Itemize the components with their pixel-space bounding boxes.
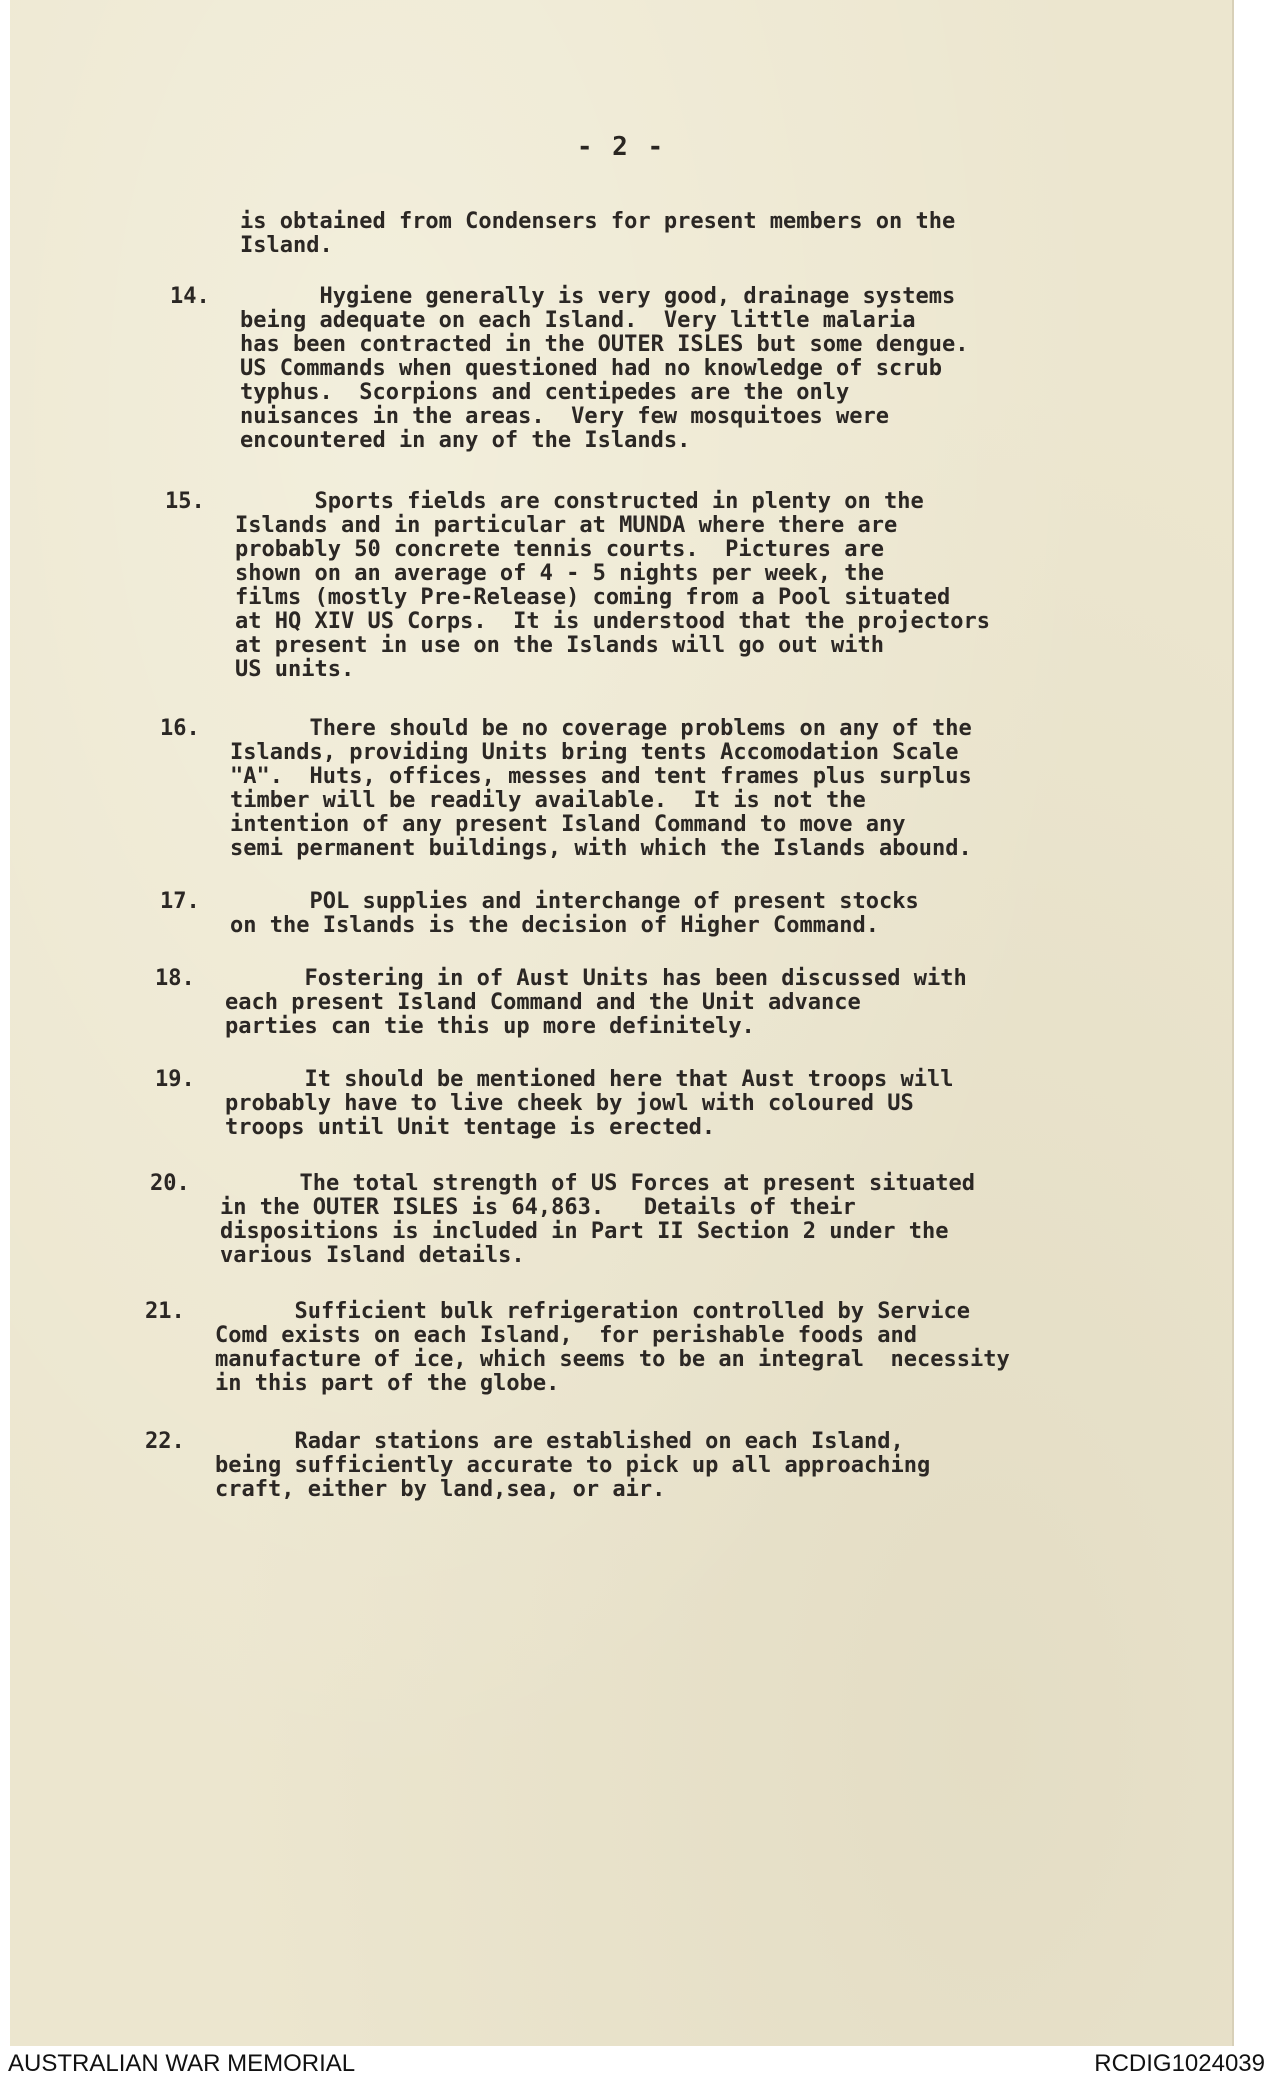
document-page: [10, 0, 1234, 2046]
text-line: Islands, providing Units bring tents Accomodation Scale: [230, 740, 959, 765]
text-line: films (mostly Pre-Release) coming from a Pool situated: [235, 585, 951, 610]
paragraph-15: [155, 490, 990, 682]
paragraph-22: [135, 1430, 930, 1502]
text-line: It should be mentioned here that Aust troops will: [225, 1067, 954, 1092]
text-line: typhus. Scorpions and centipedes are the only: [240, 380, 850, 405]
text-line: nuisances in the areas. Very few mosquitoes were: [240, 404, 890, 429]
text-line: semi permanent buildings, with which the Islands abound.: [230, 836, 972, 861]
paragraph-number: 19.: [155, 1067, 195, 1092]
paragraph-number: 21.: [145, 1299, 185, 1324]
paragraph-14: [160, 285, 968, 453]
text-line: encountered in any of the Islands.: [240, 428, 691, 453]
text-line: Hygiene generally is very good, drainage systems: [240, 284, 956, 309]
text-line: troops until Unit tentage is erected.: [225, 1115, 716, 1140]
text-line: Island.: [240, 233, 333, 258]
text-line: on the Islands is the decision of Higher Command.: [230, 913, 880, 938]
footer-bar: [0, 2046, 1277, 2081]
text-line: The total strength of US Forces at present situated: [220, 1171, 975, 1196]
continuation-text: [240, 210, 955, 258]
paragraph-18: [145, 967, 967, 1039]
text-line: at HQ XIV US Corps. It is understood that the projectors: [235, 609, 990, 634]
text-line: intention of any present Island Command to move any: [230, 812, 906, 837]
text-line: is obtained from Condensers for present members on the: [240, 209, 956, 234]
text-line: dispositions is included in Part II Section 2 under the: [220, 1219, 949, 1244]
paragraph-21: [135, 1300, 1010, 1396]
footer-reference-id: RCDIG1024039: [1094, 2050, 1265, 2077]
paragraph-20: [140, 1172, 975, 1268]
text-line: POL supplies and interchange of present stocks: [230, 889, 919, 914]
text-line: craft, either by land,sea, or air.: [215, 1477, 666, 1502]
text-line: manufacture of ice, which seems to be an integral necessity: [215, 1347, 1010, 1372]
text-line: various Island details.: [220, 1243, 525, 1268]
text-line: probably 50 concrete tennis courts. Pictures are: [235, 537, 885, 562]
paragraph-number: 16.: [160, 716, 200, 741]
paragraph-number: 22.: [145, 1429, 185, 1454]
text-line: Sufficient bulk refrigeration controlled by Service: [215, 1299, 970, 1324]
text-line: Sports fields are constructed in plenty on the: [235, 489, 924, 514]
text-line: US units.: [235, 657, 355, 682]
text-line: in this part of the globe.: [215, 1371, 560, 1396]
paragraph-16: [150, 717, 972, 861]
text-line: US Commands when questioned had no knowledge of scrub: [240, 356, 942, 381]
text-line: parties can tie this up more definitely.: [225, 1014, 755, 1039]
text-line: timber will be readily available. It is not the: [230, 788, 866, 813]
text-line: in the OUTER ISLES is 64,863. Details of their: [220, 1195, 856, 1220]
text-line: being adequate on each Island. Very little malaria: [240, 308, 916, 333]
paragraph-number: 18.: [155, 966, 195, 991]
paragraph-number: 14.: [170, 284, 210, 309]
text-line: probably have to live cheek by jowl with coloured US: [225, 1091, 914, 1116]
text-line: Radar stations are established on each Island,: [215, 1429, 904, 1454]
text-line: at present in use on the Islands will go out with: [235, 633, 885, 658]
paragraph-number: 15.: [165, 489, 205, 514]
paragraph-17: [150, 890, 919, 938]
paragraph-19: [145, 1068, 953, 1140]
text-line: shown on an average of 4 - 5 nights per week, the: [235, 561, 885, 586]
paragraph-number: 17.: [160, 889, 200, 914]
text-line: There should be no coverage problems on any of the: [230, 716, 972, 741]
text-line: "A". Huts, offices, messes and tent frames plus surplus: [230, 764, 972, 789]
page-number: - 2 -: [576, 132, 666, 162]
footer-source: AUSTRALIAN WAR MEMORIAL: [8, 2050, 356, 2077]
text-line: Islands and in particular at MUNDA where there are: [235, 513, 898, 538]
text-line: has been contracted in the OUTER ISLES but some dengue.: [240, 332, 969, 357]
text-line: each present Island Command and the Unit advance: [225, 990, 861, 1015]
text-line: Fostering in of Aust Units has been discussed with: [225, 966, 967, 991]
text-line: being sufficiently accurate to pick up all approaching: [215, 1453, 931, 1478]
paragraph-number: 20.: [150, 1171, 190, 1196]
text-line: Comd exists on each Island, for perishable foods and: [215, 1323, 917, 1348]
